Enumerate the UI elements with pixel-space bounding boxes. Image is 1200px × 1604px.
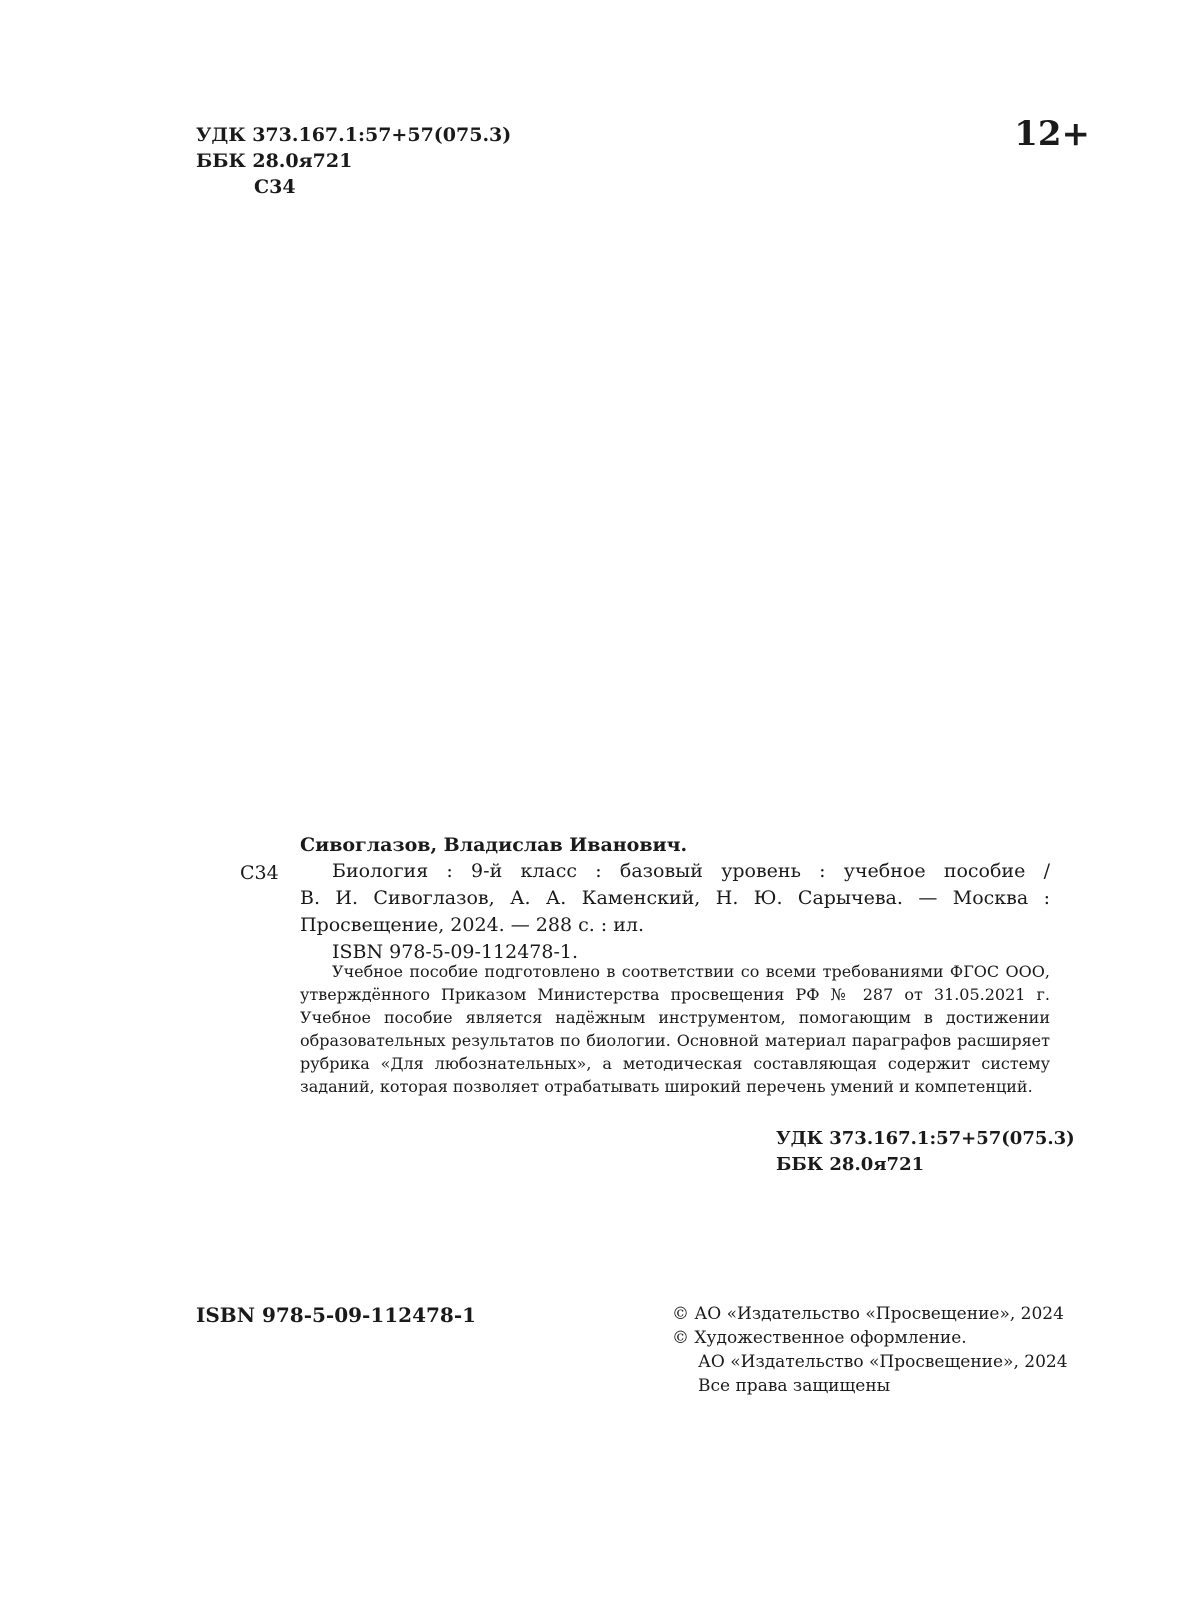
top-cutter: С34 [254,176,296,198]
record-cutter: С34 [240,862,279,884]
record-classification-codes [776,1126,1075,1178]
rights-reserved: Все права защищены [698,1376,891,1396]
record-udk: УДК 373.167.1:57+57(075.3) [776,1128,1075,1149]
title-line-1: Биология : 9-й класс : базовый уровень : учебное пособие / [332,860,1050,882]
footer-isbn: ISBN 978-5-09-112478-1 [196,1303,477,1327]
copyright-block [672,1302,1068,1398]
copyright-line-1: © АО «Издательство «Просвещение», 2024 [672,1304,1064,1324]
copyright-line-2: © Художественное оформление. [672,1328,967,1348]
annotation-text: Учебное пособие подготовлено в соответствии со всеми требованиями ФГОС ООО, утверждённого Приказом Министерства просвещения РФ № 287 от 31.05.2021 г. Учебное пособие является надёжным инструментом, помогающим в достижении образовательных результатов по биологии. Основной материал параграфов расширяет рубрика «Для любознательных», а методическая составляющая содержит систему заданий, которая позволяет отрабатывать широкий перечень умений и компетенций. [300,962,1050,1096]
record-bbk: ББК 28.0я721 [776,1154,925,1175]
top-bbk: ББК 28.0я721 [196,150,353,172]
record-isbn: ISBN 978-5-09-112478-1. [332,941,579,963]
age-rating: 12+ [1014,114,1090,154]
copyright-line-3: АО «Издательство «Просвещение», 2024 [698,1352,1068,1372]
title-line-2: В. И. Сивоглазов, А. А. Каменский, Н. Ю. Сарычева. — Москва : [300,887,1050,909]
title-line-3: Просвещение, 2024. — 288 с. : ил. [300,914,645,936]
top-udk: УДК 373.167.1:57+57(075.3) [196,124,512,146]
top-classification-codes [196,122,511,200]
bibliographic-description [300,858,1050,966]
annotation [300,960,1050,1098]
record-author: Сивоглазов, Владислав Иванович. [300,834,688,856]
